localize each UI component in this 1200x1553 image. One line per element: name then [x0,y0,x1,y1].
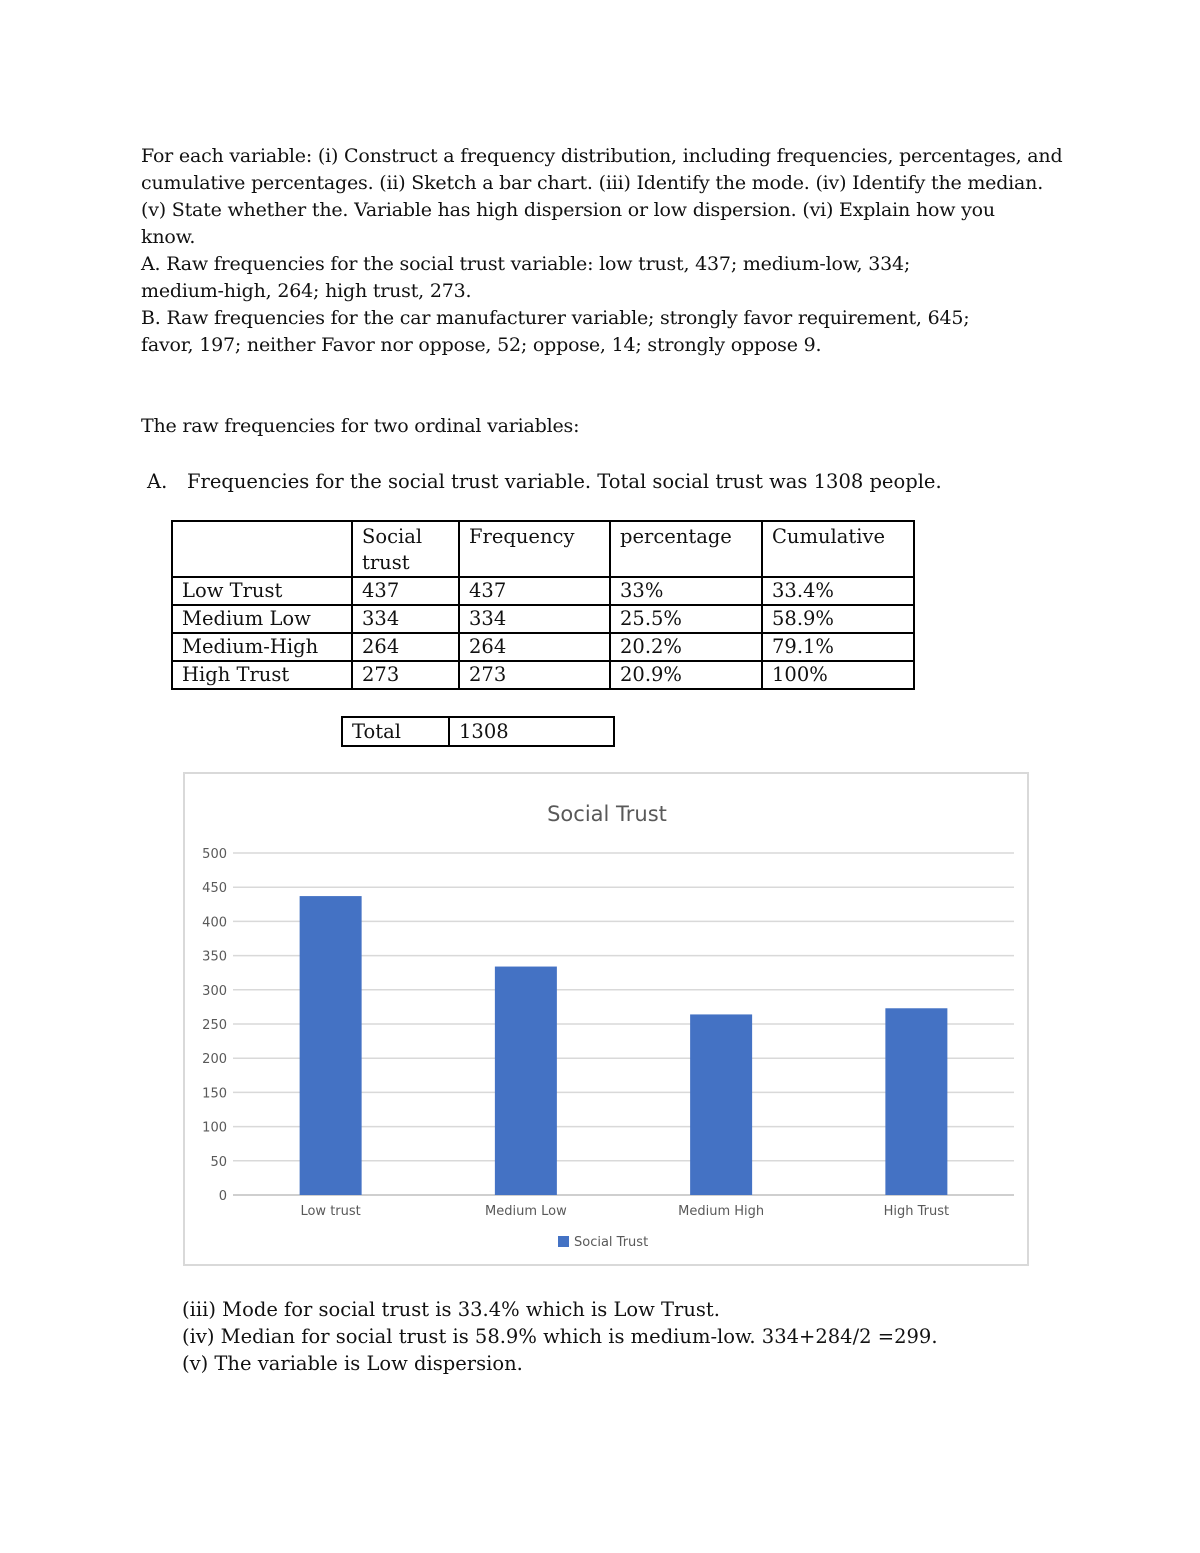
intro-line-2: cumulative percentages. (ii) Sketch a bar chart. (iii) Identify the mode. (iv) Identify the median. [141,172,1044,194]
total-label: Total [342,717,449,746]
header-cell [172,521,352,577]
table-row [172,661,914,689]
table-cell: Low Trust [172,577,352,605]
intro-line-6: medium-high, 264; high trust, 273. [141,280,472,302]
header-cell: Frequency [459,521,610,577]
intro-line-3: (v) State whether the. Variable has high dispersion or low dispersion. (vi) Explain how you [141,199,995,221]
social-trust-chart [183,772,1029,1266]
subheading: The raw frequencies for two ordinal variables: [141,415,580,437]
y-tick-label: 400 [202,915,227,931]
x-tick-label: High Trust [883,1204,950,1219]
answer-mode: (iii) Mode for social trust is 33.4% which is Low Trust. [182,1298,720,1321]
y-tick-label: 450 [202,881,227,897]
table-cell: 264 [459,633,610,661]
table-cell: 79.1% [762,633,914,661]
frequency-table [171,520,915,690]
header-cell: Social trust [352,521,459,577]
table-cell: 20.9% [610,661,762,689]
y-tick-label: 200 [202,1052,227,1068]
table-cell: 100% [762,661,914,689]
table-cell: 58.9% [762,605,914,633]
legend-label: Social Trust [574,1235,649,1250]
table-row [172,605,914,633]
table-row [172,633,914,661]
total-table [341,716,615,747]
x-tick-label: Low trust [300,1204,361,1219]
table-cell: Medium-High [172,633,352,661]
y-tick-label: 0 [218,1189,227,1204]
table-cell: High Trust [172,661,352,689]
table-row [172,577,914,605]
chart-legend [558,1235,648,1250]
y-tick-label: 500 [202,847,227,862]
chart-svg [185,774,1027,1264]
table-cell: 20.2% [610,633,762,661]
table-cell: 273 [352,661,459,689]
table-cell: 33% [610,577,762,605]
table-cell: Medium Low [172,605,352,633]
chart-title: Social Trust [547,802,667,826]
header-cell: Cumulative [762,521,914,577]
y-tick-label: 100 [202,1120,227,1136]
list-item-text: Frequencies for the social trust variable. Total social trust was 1308 people. [187,470,942,493]
bar [300,896,362,1195]
y-tick-label: 300 [202,983,227,999]
bar [690,1014,752,1195]
y-tick-label: 350 [202,949,227,965]
table-cell: 334 [352,605,459,633]
y-tick-label: 250 [202,1018,227,1033]
table-cell: 25.5% [610,605,762,633]
table-cell: 437 [352,577,459,605]
bar [495,967,557,1195]
x-tick-label: Medium Low [485,1204,567,1219]
y-tick-label: 150 [202,1086,227,1102]
table-cell: 264 [352,633,459,661]
intro-line-4: know. [141,226,196,248]
y-tick-label: 50 [210,1154,227,1170]
answer-dispersion: (v) The variable is Low dispersion. [182,1352,523,1375]
table-cell: 334 [459,605,610,633]
table-row [342,717,614,746]
list-item-a [147,468,942,495]
legend-swatch [558,1236,569,1247]
intro-line-1: For each variable: (i) Construct a frequency distribution, including frequencies, percentages, and [141,145,1063,167]
x-tick-label: Medium High [678,1204,765,1219]
intro-line-7: B. Raw frequencies for the car manufacturer variable; strongly favor requirement, 645; [141,307,970,329]
bar [885,1008,947,1195]
table-cell: 33.4% [762,577,914,605]
intro-line-5: A. Raw frequencies for the social trust variable: low trust, 437; medium-low, 334; [141,253,911,275]
answer-median: (iv) Median for social trust is 58.9% which is medium-low. 334+284/2 =299. [182,1325,938,1348]
total-value: 1308 [449,717,614,746]
table-header-row [172,521,914,577]
table-cell: 273 [459,661,610,689]
answers-block [182,1296,938,1377]
intro-line-8: favor, 197; neither Favor nor oppose, 52; oppose, 14; strongly oppose 9. [141,334,822,356]
header-cell: percentage [610,521,762,577]
table-cell: 437 [459,577,610,605]
list-marker: A. [147,470,168,493]
